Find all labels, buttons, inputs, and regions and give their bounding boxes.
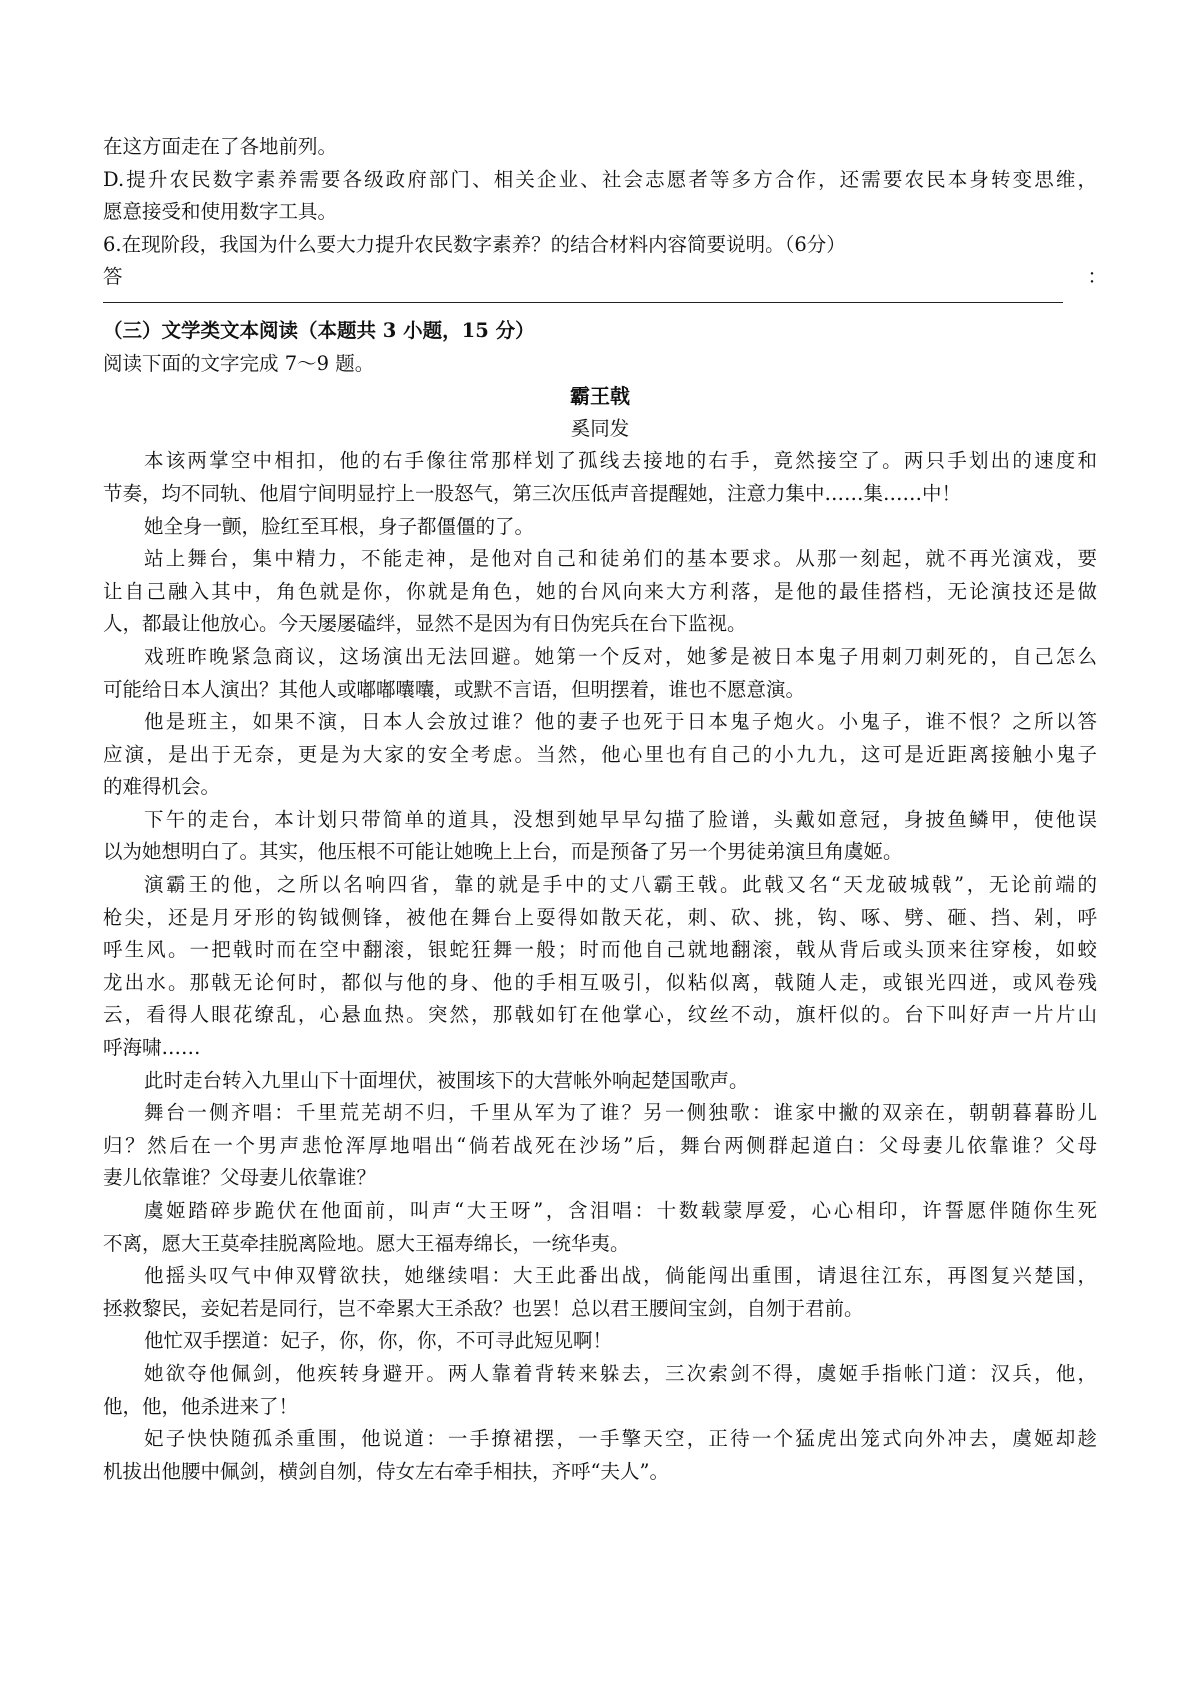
option-d-line: D.提升农民数字素养需要各级政府部门、相关企业、社会志愿者等多方合作，还需要农民本身转变思维， [103,167,1097,191]
option-c-tail: 在这方面走在了各地前列。 [103,135,338,158]
paragraph-line: 他摇头叹气中伸双臂欲扶，她继续唱：大王此番出战，倘能闯出重围，请退往江东，再图复兴楚国， [144,1264,1097,1288]
paragraph-line: 的难得机会。 [103,775,221,799]
question-6: 6.在现阶段，我国为什么要大力提升农民数字素养？的结合材料内容简要说明。（6分） [103,232,846,256]
paragraph-line: 龙出水。那戟无论何时，都似与他的身、他的手相互吸引，似粘似离，戟随人走，或银光四迸，或风卷残 [103,970,1097,994]
paragraph [103,1260,1097,1325]
paragraph-line: 妻儿依靠谁？父母妻儿依靠谁？ [103,1166,377,1190]
paragraph [103,641,1097,706]
paragraph-line: 拯救黎民，妾妃若是同行，岂不牵累大王杀敌？也罢！总以君王腰间宝剑，自刎于君前。 [103,1296,864,1320]
answer-label: 答 [103,265,123,289]
paragraph-line: 她欲夺他佩剑，他疾转身避开。两人靠着背转来躲去，三次索剑不得，虞姬手指帐门道：汉兵，他， [144,1361,1097,1385]
answer-line[interactable] [103,302,1063,303]
article-body [103,445,1097,1488]
paragraph-line: 戏班昨晚紧急商议，这场演出无法回避。她第一个反对，她爹是被日本鬼子用刺刀刺死的，自己怎么 [144,644,1097,668]
paragraph [103,1325,1097,1358]
paragraph [103,1097,1097,1195]
paragraph-line: 不离，愿大王莫牵挂脱离险地。愿大王福寿绵长，一统华夷。 [103,1231,630,1255]
paragraph-line: 人，都最让他放心。今天屡屡磕绊，显然不是因为有日伪宪兵在台下监视。 [103,612,747,636]
answer-field[interactable] [103,261,1107,294]
paragraph-line: 她全身一颤，脸红至耳根，身子都僵僵的了。 [144,514,535,538]
paragraph-line: 此时走台转入九里山下十面埋伏，被围垓下的大营帐外响起楚国歌声。 [144,1068,749,1092]
article-title: 霸王戟 [570,384,630,409]
article-author: 奚同发 [570,416,630,440]
section-instruction: 阅读下面的文字完成 7～9 题。 [103,351,375,375]
paragraph-line: 机拔出他腰中佩剑，横剑自刎，侍女左右牵手相扶，齐呼“夫人”。 [103,1459,669,1483]
paragraph-line: 让自己融入其中，角色就是你，你就是角色，她的台风向来大方利落，是他的最佳搭档，无论演技还是做 [103,579,1097,603]
paragraph-line: 站上舞台，集中精力，不能走神，是他对自己和徒弟们的基本要求。从那一刻起，就不再光演戏，要 [144,547,1097,571]
paragraph [103,1358,1097,1423]
paragraph-line: 以为她想明白了。其实，他压根不可能让她晚上上台，而是预备了另一个男徒弟演旦角虞姬。 [103,840,903,864]
paragraph-line: 可能给日本人演出？其他人或嘟嘟囔囔，或默不言语，但明摆着，谁也不愿意演。 [103,677,806,701]
paragraph-line: 本该两掌空中相扣，他的右手像往常那样划了孤线去接地的右手，竟然接空了。两只手划出的速度和 [144,449,1097,473]
paragraph [103,804,1097,869]
paragraph [103,1065,1097,1098]
paragraph-line: 下午的走台，本计划只带简单的道具，没想到她早早勾描了脸谱，头戴如意冠，身披鱼鳞甲，使他误 [144,807,1097,831]
paragraph-line: 节奏，均不同轨、他眉宁间明显拧上一股怒气，第三次压低声音提醒她，注意力集中……集……中！ [103,481,962,505]
paragraph-line: 虞姬踏碎步跪伏在他面前，叫声“大王呀”，含泪唱：十数载蒙厚爱，心心相印，许誓愿伴随你生死 [144,1199,1097,1222]
option-d-line: 愿意接受和使用数字工具。 [103,200,338,224]
paragraph-line: 他是班主，如果不演，日本人会放过谁？他的妻子也死于日本鬼子炮火。小鬼子，谁不恨？之所以答 [144,710,1097,734]
paragraph-line: 呼生风。一把戟时而在空中翻滚，银蛇狂舞一般；时而他自己就地翻滚，戟从背后或头顶来往穿梭，如蛟 [103,938,1097,962]
paragraph-line: 呼海啸…… [103,1036,201,1060]
paragraph [103,706,1097,804]
paragraph-line: 演霸王的他，之所以名响四省，靠的就是手中的丈八霸王戟。此戟又名“天龙破城戟”，无论前端的 [144,873,1097,897]
section-heading: （三）文学类文本阅读（本题共 3 小题，15 分） [103,318,535,342]
paragraph-line: 他，他，他杀进来了！ [103,1394,299,1418]
paragraph-line: 妃子快快随孤杀重围，他说道：一手撩裙摆，一手擎天空，正待一个猛虎出笼式向外冲去，虞姬却趁 [144,1427,1097,1451]
paragraph [103,543,1097,641]
paragraph-line: 云，看得人眼花缭乱，心悬血热。突然，那戟如钉在他掌心，纹丝不动，旗杆似的。台下叫好声一片片山 [103,1003,1097,1027]
document-page [103,131,1107,1488]
answer-colon: ： [1087,265,1107,289]
paragraph-line: 枪尖，还是月牙形的钩钺侧锋，被他在舞台上耍得如散天花，刺、砍、挑，钩、啄、劈、砸、挡、剁，呼 [103,905,1097,929]
paragraph-line: 他忙双手摆道：妃子，你，你，你，不可寻此短见啊！ [144,1329,613,1353]
paragraph-line: 应演，是出于无奈，更是为大家的安全考虑。当然，他心里也有自己的小九九，这可是近距离接触小鬼子 [103,742,1097,766]
paragraph-line: 归？然后在一个男声悲怆浑厚地唱出“倘若战死在沙场”后，舞台两侧群起道白：父母妻儿依靠谁？父母 [103,1133,1097,1157]
paragraph [103,511,1097,544]
paragraph [103,869,1097,1065]
paragraph-line: 舞台一侧齐唱：千里荒芜胡不归，千里从军为了谁？另一侧独歌：谁家中撇的双亲在，朝朝暮暮盼儿 [144,1101,1097,1125]
paragraph [103,1423,1097,1488]
paragraph [103,1195,1097,1260]
paragraph [103,445,1097,510]
